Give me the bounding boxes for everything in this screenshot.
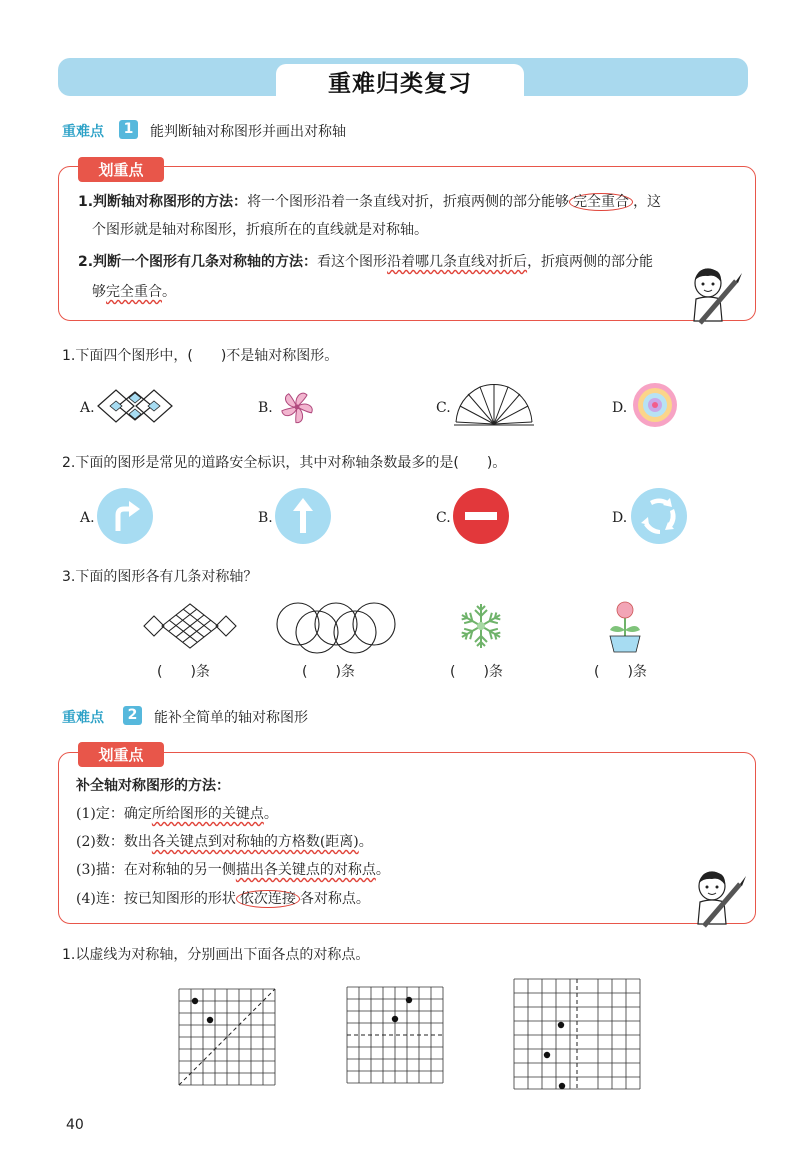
grid-horizontal-axis[interactable] — [346, 986, 444, 1084]
q2-option-b-label: B. — [258, 510, 273, 526]
grid2-point-b — [392, 1016, 398, 1022]
grid3-point-c — [559, 1083, 565, 1089]
question-1: 1.下面四个图形中，( )不是轴对称图形。 — [62, 348, 339, 364]
straight-ahead-sign-icon — [274, 487, 332, 545]
q3-answer-1[interactable]: ( )条 — [157, 664, 210, 680]
key-point-1: 1.判断轴对称图形的方法：将一个图形沿着一条直线对折，折痕两侧的部分能够 完全重合 ，这 — [78, 194, 662, 210]
chinese-knot-figure — [142, 603, 238, 649]
grid3-point-b — [544, 1052, 550, 1058]
grid1-point-b — [207, 1017, 213, 1023]
question-2: 2.下面的图形是常见的道路安全标识，其中对称轴条数最多的是( )。 — [62, 455, 507, 471]
boy-with-pencil-icon — [686, 265, 744, 327]
key-point-1-line2: 个图形就是轴对称图形，折痕所在的直线就是对称轴。 — [92, 222, 428, 238]
key-point-2-line2: 够完全重合。 — [92, 284, 176, 300]
q1-option-d-label: D. — [612, 400, 628, 416]
q3-answer-2[interactable]: ( )条 — [302, 664, 355, 680]
pinwheel-flower-icon — [274, 385, 320, 429]
boy-with-pencil-icon-2 — [690, 868, 748, 930]
roundabout-sign-icon — [630, 487, 688, 545]
section1-label: 重难点 — [62, 124, 104, 140]
method-step-1: (1)定：确定所给图形的关键点。 — [76, 806, 278, 822]
turn-right-sign-icon — [96, 487, 154, 545]
no-entry-sign-icon — [452, 487, 510, 545]
grid3-point-a — [558, 1022, 564, 1028]
section2-label: 重难点 — [62, 710, 104, 726]
method-step-4: (4)连：按已知图形的形状 依次连接 各对称点。 — [76, 891, 370, 907]
snowflake-figure — [455, 600, 507, 652]
diamond-lattice-icon — [96, 384, 176, 428]
grid1-point-a — [192, 998, 198, 1004]
mandala-flower-icon — [630, 380, 680, 430]
olympic-rings-figure — [274, 602, 398, 654]
question-3: 3.下面的图形各有几条对称轴？ — [62, 569, 258, 585]
method-heading: 补全轴对称图形的方法： — [76, 778, 230, 794]
q1-option-a-label: A. — [80, 400, 95, 416]
q3-answer-4[interactable]: ( )条 — [594, 664, 647, 680]
key-points-tag-1: 划重点 — [78, 157, 164, 182]
grid2-point-a — [406, 997, 412, 1003]
grid-diagonal-axis[interactable] — [178, 988, 276, 1086]
question-4: 1.以虚线为对称轴，分别画出下面各点的对称点。 — [62, 947, 370, 963]
q3-answer-3[interactable]: ( )条 — [450, 664, 503, 680]
q1-option-b-label: B. — [258, 400, 273, 416]
q1-option-c-label: C. — [436, 400, 451, 416]
q2-option-a-label: A. — [80, 510, 95, 526]
q2-option-d-label: D. — [612, 510, 628, 526]
section1-number: 1 — [119, 120, 138, 139]
grid-vertical-axis[interactable] — [513, 978, 641, 1090]
page-number: 40 — [66, 1117, 84, 1133]
key-point-2: 2.判断一个图形有几条对称轴的方法：看这个图形沿着哪几条直线对折后，折痕两侧的部分能 — [78, 254, 654, 270]
potted-flower-figure — [604, 600, 646, 654]
section2-number: 2 — [123, 706, 142, 725]
method-step-2: (2)数：数出各关键点到对称轴的方格数(距离)。 — [76, 834, 373, 850]
method-step-3: (3)描：在对称轴的另一侧描出各关键点的对称点。 — [76, 862, 390, 878]
key-points-tag-2: 划重点 — [78, 742, 164, 767]
q2-option-c-label: C. — [436, 510, 451, 526]
section1-title: 能判断轴对称图形并画出对称轴 — [150, 124, 346, 140]
section2-title: 能补全简单的轴对称图形 — [154, 710, 308, 726]
folding-fan-icon — [452, 384, 536, 428]
page-title: 重难归类复习 — [276, 64, 524, 100]
